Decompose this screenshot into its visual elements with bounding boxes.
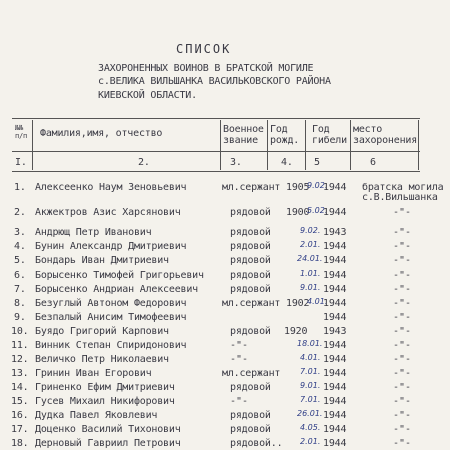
subtitle-line-2: с.ВЕЛИКА ВИЛЬШАНКА ВАСИЛЬКОВСКОГО РАЙОНА bbox=[98, 76, 331, 87]
row-place: -"- bbox=[393, 340, 412, 351]
row-death: 1944 bbox=[323, 396, 347, 407]
row-rank: рядовой.. bbox=[230, 438, 283, 449]
row-num: 11. bbox=[11, 340, 29, 351]
row-num: 17. bbox=[11, 424, 29, 435]
row-death: 1944 bbox=[323, 312, 347, 323]
row-num: 14. bbox=[11, 382, 29, 393]
row-rank: рядовой bbox=[230, 255, 271, 266]
row-place: -"- bbox=[393, 207, 412, 218]
row-death-handwritten: 7.01. bbox=[300, 367, 321, 376]
row-num: 15. bbox=[11, 396, 29, 407]
row-rank: рядовой bbox=[230, 326, 271, 337]
row-name: Бунин Александр Дмитриевич bbox=[35, 241, 187, 252]
row-num: 4. bbox=[14, 241, 26, 252]
header-separator bbox=[418, 120, 419, 170]
row-death-handwritten: 9.02. bbox=[300, 226, 321, 235]
row-name: Бондарь Иван Дмитриевич bbox=[35, 255, 169, 266]
row-place: -"- bbox=[393, 312, 412, 323]
row-death-handwritten: 4.01. bbox=[300, 353, 321, 362]
row-name: Гринин Иван Егорович bbox=[35, 368, 152, 379]
row-name: Безуглый Автоном Федорович bbox=[35, 298, 187, 309]
row-num: 10. bbox=[11, 326, 29, 337]
header-number-1: I. bbox=[15, 157, 27, 168]
row-rank: мл.сержант bbox=[222, 298, 281, 309]
header-separator bbox=[267, 120, 268, 170]
row-place: -"- bbox=[393, 438, 412, 449]
header-separator bbox=[350, 120, 351, 170]
header-separator bbox=[220, 120, 221, 170]
row-place: -"- bbox=[393, 382, 412, 393]
header-number-3: 3. bbox=[230, 157, 242, 168]
row-place: -"- bbox=[393, 368, 412, 379]
row-name: Гриненко Ефим Дмитриевич bbox=[35, 382, 175, 393]
row-death: 1944 bbox=[323, 410, 347, 421]
row-name: Безпалый Анисим Тимофеевич bbox=[35, 312, 187, 323]
row-death: 1944 bbox=[323, 241, 347, 252]
row-num: 2. bbox=[14, 207, 26, 218]
row-place: -"- bbox=[393, 326, 412, 337]
row-death-handwritten: 18.01. bbox=[297, 339, 323, 348]
row-death: 1944 bbox=[323, 182, 347, 193]
header-number-5: 5 bbox=[314, 157, 320, 168]
row-num: 6. bbox=[14, 270, 26, 281]
row-name: Дерновый Гавриил Петрович bbox=[35, 438, 181, 449]
row-death: 1944 bbox=[323, 255, 347, 266]
row-place: -"- bbox=[393, 227, 412, 238]
row-rank: рядовой bbox=[230, 284, 271, 295]
row-death: 1944 bbox=[323, 424, 347, 435]
row-name: Буядо Григорий Карпович bbox=[35, 326, 169, 337]
row-death-handwritten: 2.01. bbox=[300, 437, 321, 446]
row-rank: -"- bbox=[230, 354, 249, 365]
row-rank: рядовой bbox=[230, 410, 271, 421]
row-num: 3. bbox=[14, 227, 26, 238]
header-death: Год гибели bbox=[312, 124, 347, 146]
row-death-handwritten: 7.01. bbox=[300, 395, 321, 404]
row-death-handwritten: 1.01. bbox=[300, 269, 321, 278]
row-num: 7. bbox=[14, 284, 26, 295]
header-bottom-rule bbox=[12, 171, 420, 172]
row-rank: рядовой bbox=[230, 270, 271, 281]
row-num: 13. bbox=[11, 368, 29, 379]
row-death-handwritten: 9.02. bbox=[307, 181, 328, 190]
row-name: Винник Степан Спиридонович bbox=[35, 340, 187, 351]
row-death: 1944 bbox=[323, 207, 347, 218]
row-place: -"- bbox=[393, 354, 412, 365]
row-death: 1944 bbox=[323, 382, 347, 393]
header-mid-rule bbox=[12, 151, 420, 152]
header-number-6: 6 bbox=[370, 157, 376, 168]
row-place: -"- bbox=[393, 424, 412, 435]
row-place: -"- bbox=[393, 270, 412, 281]
header-top-rule bbox=[12, 118, 420, 119]
row-name: Алексеенко Наум Зеновьевич bbox=[35, 182, 187, 193]
row-death-handwritten: 26.01. bbox=[297, 409, 323, 418]
row-death-handwritten: 5.02. bbox=[307, 206, 328, 215]
row-place: -"- bbox=[393, 410, 412, 421]
row-name: Акжектров Азис Харсянович bbox=[35, 207, 181, 218]
row-name: Величко Петр Николаевич bbox=[35, 354, 169, 365]
row-birth: 1902 bbox=[286, 298, 310, 309]
row-num: 1. bbox=[14, 182, 26, 193]
row-rank: мл.сержант bbox=[222, 182, 281, 193]
row-num: 9. bbox=[14, 312, 26, 323]
row-place: -"- bbox=[393, 255, 412, 266]
row-place: -"- bbox=[393, 241, 412, 252]
header-birth: Год рожд. bbox=[270, 124, 300, 146]
row-rank: рядовой bbox=[230, 227, 271, 238]
row-rank: -"- bbox=[230, 340, 249, 351]
row-place-line-2: с.В.Вильшанка bbox=[362, 192, 438, 203]
row-rank: рядовой bbox=[230, 424, 271, 435]
document-title: СПИСОК bbox=[176, 42, 232, 56]
row-name: Дудка Павел Яковлевич bbox=[35, 410, 158, 421]
row-death: 1944 bbox=[323, 438, 347, 449]
row-death: 1944 bbox=[323, 270, 347, 281]
row-num: 16. bbox=[11, 410, 29, 421]
header-separator bbox=[305, 120, 306, 170]
header-name: Фамилия,имя, отчество bbox=[40, 128, 163, 139]
row-death-handwritten: 9.01. bbox=[300, 381, 321, 390]
row-rank: рядовой bbox=[230, 207, 271, 218]
row-name: Андрющ Петр Иванович bbox=[35, 227, 152, 238]
header-separator bbox=[32, 120, 33, 170]
row-num: 12. bbox=[11, 354, 29, 365]
row-death-handwritten: 4.01. bbox=[307, 297, 328, 306]
row-birth: 1900 bbox=[286, 207, 310, 218]
row-num: 8. bbox=[14, 298, 26, 309]
subtitle-line-1: ЗАХОРОНЕННЫХ ВОИНОВ В БРАТСКОЙ МОГИЛЕ bbox=[98, 63, 314, 74]
row-rank: рядовой bbox=[230, 382, 271, 393]
row-death: 1944 bbox=[323, 340, 347, 351]
row-name: Борысенко Андриан Алексеевич bbox=[35, 284, 198, 295]
row-rank: -"- bbox=[230, 396, 249, 407]
row-num: 5. bbox=[14, 255, 26, 266]
row-birth: 1905 bbox=[286, 182, 310, 193]
row-death-handwritten: 2.01. bbox=[300, 240, 321, 249]
row-death: 1944 bbox=[323, 368, 347, 379]
row-death: 1944 bbox=[323, 354, 347, 365]
row-place: -"- bbox=[393, 396, 412, 407]
row-rank: мл.сержант bbox=[222, 368, 281, 379]
row-name: Доценко Василий Тихонович bbox=[35, 424, 181, 435]
row-death: 1944 bbox=[323, 298, 347, 309]
row-rank: рядовой bbox=[230, 241, 271, 252]
row-death-handwritten: 4.05. bbox=[300, 423, 321, 432]
row-death: 1944 bbox=[323, 284, 347, 295]
subtitle-line-3: КИЕВСКОЙ ОБЛАСТИ. bbox=[98, 90, 197, 101]
row-death: 1943 bbox=[323, 227, 347, 238]
header-rank: Военное звание bbox=[223, 124, 264, 146]
header-number-4: 4. bbox=[281, 157, 293, 168]
header-num: №№ п/п bbox=[15, 124, 28, 140]
row-place: братска могила bbox=[362, 182, 444, 193]
row-place: -"- bbox=[393, 298, 412, 309]
header-number-2: 2. bbox=[138, 157, 150, 168]
row-death: 1943 bbox=[323, 326, 347, 337]
row-birth: 1920 bbox=[284, 326, 308, 337]
row-name: Гусев Михаил Никифорович bbox=[35, 396, 175, 407]
row-place: -"- bbox=[393, 284, 412, 295]
row-num: 18. bbox=[11, 438, 29, 449]
row-name: Борысенко Тимофей Григорьевич bbox=[35, 270, 204, 281]
header-place: место захоронения bbox=[353, 124, 418, 146]
row-death-handwritten: 24.01. bbox=[297, 254, 323, 263]
row-death-handwritten: 9.01. bbox=[300, 283, 321, 292]
